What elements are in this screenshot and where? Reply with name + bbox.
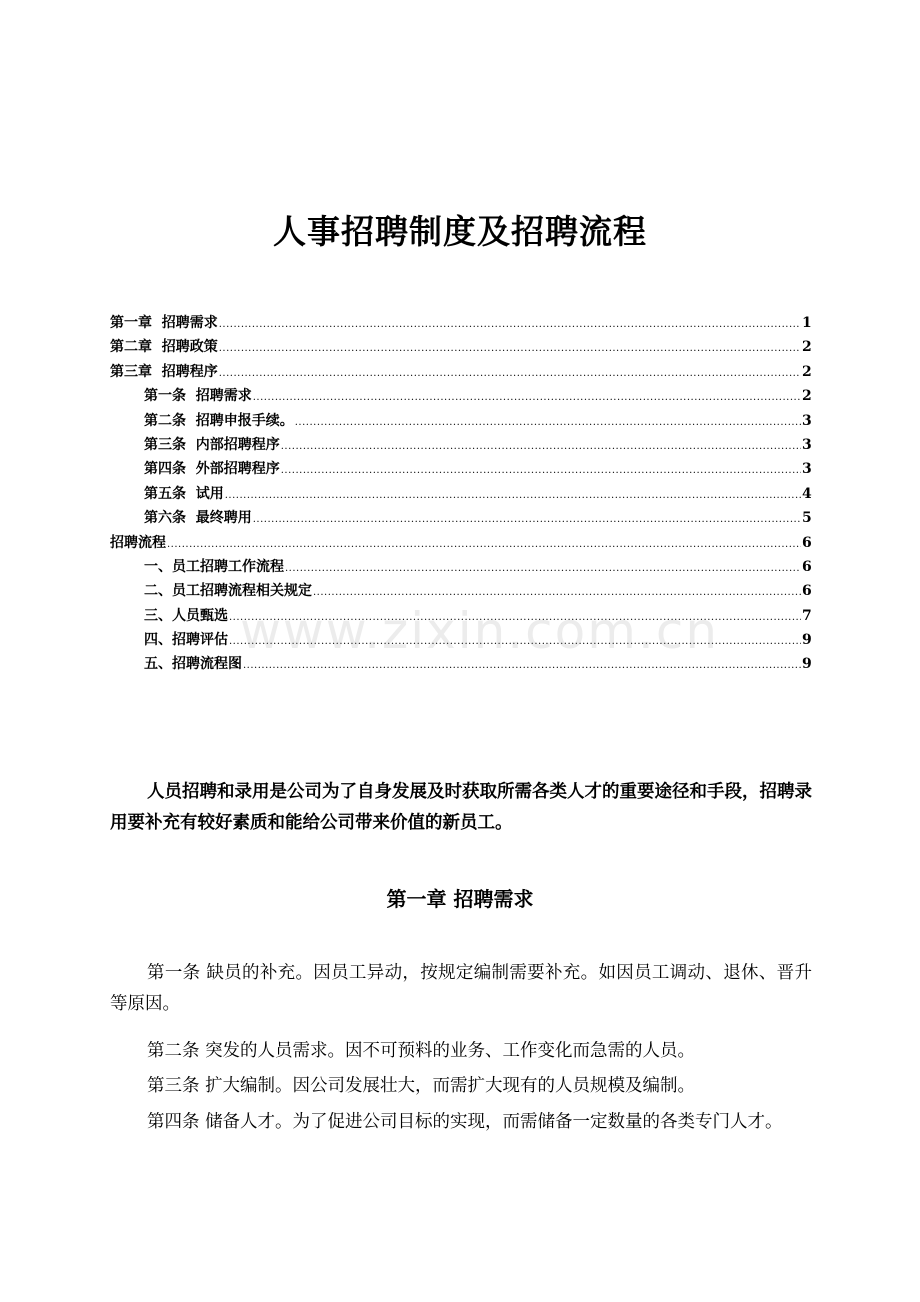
intro-paragraph: 人员招聘和录用是公司为了自身发展及时获取所需各类人才的重要途径和手段，招聘录用要补充有较好素质和能给公司带来价值的新员工。	[110, 782, 812, 833]
toc-entry-label: 第五条 试用	[144, 485, 224, 502]
toc-dot-leader	[167, 539, 801, 550]
toc-entry-label: 一、员工招聘工作流程	[144, 558, 284, 575]
article-paragraph: 第四条 储备人才。为了促进公司目标的实现，而需储备一定数量的各类专门人才。	[147, 1112, 783, 1132]
toc-entry-label: 四、招聘评估	[144, 632, 228, 649]
toc-entry-label: 三、人员甄选	[144, 607, 228, 624]
toc-entry-label: 第三章 招聘程序	[110, 363, 218, 380]
toc-entry[interactable]	[110, 507, 810, 531]
toc-entry-page: 6	[802, 558, 812, 575]
toc-entry[interactable]	[110, 458, 810, 482]
toc-entry[interactable]	[110, 556, 810, 580]
toc-dot-leader	[253, 514, 801, 525]
toc-entry-page: 3	[802, 412, 812, 429]
toc-entry-label: 招聘流程	[110, 534, 166, 551]
toc-entry[interactable]	[110, 410, 810, 434]
toc-entry-page: 5	[802, 510, 812, 527]
toc-entry-label: 第二章 招聘政策	[110, 339, 218, 356]
toc-entry[interactable]	[110, 483, 810, 507]
toc-entry-page: 6	[802, 534, 812, 551]
toc-entry[interactable]	[110, 385, 810, 409]
toc-entry-label: 第一条 招聘需求	[144, 388, 252, 405]
toc-entry-page: 3	[802, 461, 812, 478]
toc-entry[interactable]	[110, 605, 810, 629]
toc-entry-label: 第三条 内部招聘程序	[144, 436, 280, 453]
toc-entry-page: 7	[802, 607, 812, 624]
toc-entry-page: 4	[802, 485, 812, 502]
toc-entry[interactable]	[110, 312, 810, 336]
toc-entry[interactable]	[110, 653, 810, 677]
toc-entry-page: 1	[802, 315, 812, 331]
document-title: 人事招聘制度及招聘流程	[273, 212, 647, 251]
toc-entry-page: 2	[802, 363, 812, 380]
toc-entry[interactable]	[110, 532, 810, 556]
toc-entry-label: 二、员工招聘流程相关规定	[144, 583, 312, 600]
chapter-title: 第一章 招聘需求	[386, 887, 534, 911]
toc-dot-leader	[219, 343, 801, 354]
article-paragraph: 第一条 缺员的补充。因员工异动，按规定编制需要补充。如因员工调动、退休、晋升等原因。	[110, 963, 812, 1014]
table-of-contents	[110, 312, 810, 678]
toc-dot-leader	[219, 368, 801, 379]
toc-entry-page: 2	[802, 388, 812, 405]
toc-dot-leader	[219, 319, 801, 330]
toc-dot-leader	[281, 441, 801, 452]
toc-entry[interactable]	[110, 580, 810, 604]
watermark-text: www.zixin.com.cn	[240, 602, 720, 660]
toc-entry-label: 第六条 最终聘用	[144, 510, 252, 527]
toc-entry-page: 9	[802, 632, 812, 649]
toc-dot-leader	[243, 660, 801, 671]
toc-entry[interactable]	[110, 336, 810, 360]
toc-entry-page: 2	[802, 339, 812, 356]
toc-entry[interactable]	[110, 434, 810, 458]
toc-entry-page: 6	[802, 583, 812, 600]
toc-entry-label: 五、招聘流程图	[144, 656, 242, 673]
article-paragraph: 第三条 扩大编制。因公司发展壮大，而需扩大现有的人员规模及编制。	[147, 1076, 696, 1096]
toc-dot-leader	[295, 417, 801, 428]
toc-entry-label: 第一章 招聘需求	[110, 315, 218, 331]
toc-dot-leader	[225, 490, 801, 501]
toc-entry-label: 第四条 外部招聘程序	[144, 461, 280, 478]
toc-entry-label: 第二条 招聘申报手续。	[144, 412, 294, 429]
toc-entry-page: 3	[802, 436, 812, 453]
toc-dot-leader	[313, 587, 801, 598]
toc-entry-page: 9	[802, 656, 812, 673]
toc-dot-leader	[229, 612, 801, 623]
toc-entry[interactable]	[110, 629, 810, 653]
toc-dot-leader	[285, 563, 801, 574]
toc-entry[interactable]	[110, 361, 810, 385]
toc-dot-leader	[281, 465, 801, 476]
toc-dot-leader	[253, 392, 801, 403]
article-paragraph: 第二条 突发的人员需求。因不可预料的业务、工作变化而急需的人员。	[147, 1041, 696, 1061]
toc-dot-leader	[229, 636, 801, 647]
